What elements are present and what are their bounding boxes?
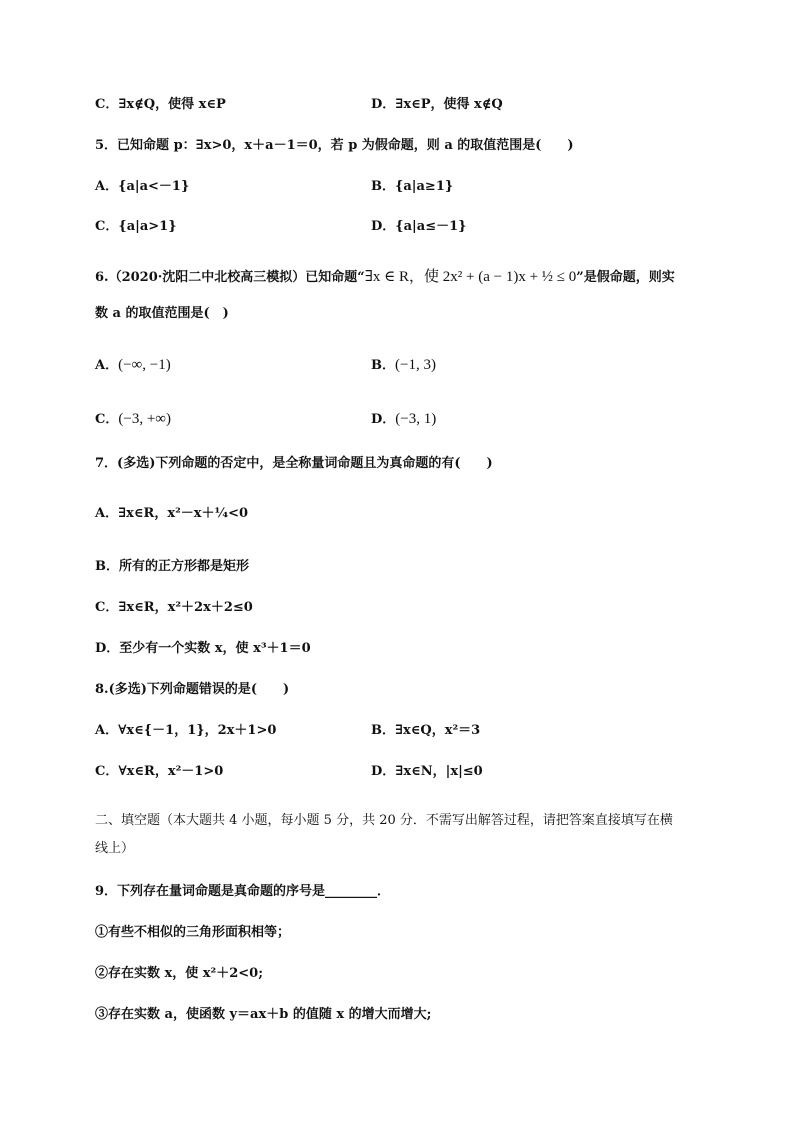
q6-text-post: ”是假命题，则实 (576, 270, 675, 285)
q9-item-3: ③存在实数 a，使函数 y＝ax＋b 的值随 x 的增大而增大; (95, 1007, 432, 1022)
q7-option-c: C．∃x∈R，x²＋2x＋2≤0 (95, 600, 253, 615)
q8-option-b: B．∃x∈Q，x²＝3 (371, 723, 481, 738)
question-6-line-1 (95, 268, 675, 287)
q6-text-pre: 6.（2020·沈阳二中北校高三模拟）已知命题“ (95, 270, 365, 285)
q6-option-a (95, 356, 171, 375)
option-c-q4: C．∃x∉Q，使得 x∈P (95, 97, 226, 112)
question-9: 9．下列存在量词命题是真命题的序号是________． (95, 884, 391, 899)
option-d-q4: D．∃x∈P，使得 x∉Q (371, 97, 503, 112)
q6-option-b-label: B． (371, 358, 395, 373)
q5-option-a: A．{a|a<－1} (95, 179, 190, 194)
q5-option-b: B．{a|a≥1} (371, 179, 454, 194)
question-5: 5．已知命题 p：∃x>0，x＋a－1＝0，若 p 为假命题，则 a 的取值范围是( ) (95, 138, 574, 153)
q8-option-d: D．∃x∈N，|x|≤0 (371, 764, 483, 779)
q6-option-a-label: A． (95, 358, 119, 373)
q6-option-c (95, 410, 171, 429)
section-2-heading-line-1: 二、填空题（本大题共 4 小题，每小题 5 分，共 20 分．不需写出解答过程，请把答案直接填写在横 (95, 813, 673, 828)
section-2-heading-line-2: 线上） (95, 841, 135, 856)
q6-option-b-value: (−1, 3) (395, 357, 436, 373)
q7-option-d: D．至少有一个实数 x，使 x³＋1＝0 (95, 641, 311, 656)
q5-option-c: C．{a|a>1} (95, 219, 177, 234)
q9-item-2: ②存在实数 x，使 x²＋2<0; (95, 966, 264, 981)
question-8: 8.(多选)下列命题错误的是( ) (95, 682, 290, 697)
q6-option-c-label: C． (95, 412, 119, 427)
q8-option-a: A．∀x∈{－1，1}，2x＋1>0 (95, 723, 277, 738)
q8-option-c: C．∀x∈R，x²－1>0 (95, 764, 224, 779)
q6-option-c-value: (−3, +∞) (118, 411, 171, 427)
q6-option-a-value: (−∞, −1) (118, 357, 171, 373)
q7-option-a: A．∃x∈R，x²－x＋¼<0 (95, 506, 249, 521)
q7-option-b: B．所有的正方形都是矩形 (95, 559, 249, 574)
q5-option-d: D．{a|a≤－1} (371, 219, 467, 234)
q6-option-b (371, 356, 436, 375)
question-7: 7．(多选)下列命题的否定中，是全称量词命题且为真命题的有( ) (95, 456, 493, 471)
q9-item-1: ①有些不相似的三角形面积相等； (95, 925, 291, 940)
q6-option-d-value: (−3, 1) (395, 411, 437, 427)
q6-option-d (371, 410, 436, 429)
question-6-line-2: 数 a 的取值范围是( ) (95, 306, 229, 321)
q6-inequality: ∃x ∈ R，使 2x² + (a − 1)x + ½ ≤ 0 (364, 269, 577, 285)
q6-option-d-label: D． (371, 412, 396, 427)
